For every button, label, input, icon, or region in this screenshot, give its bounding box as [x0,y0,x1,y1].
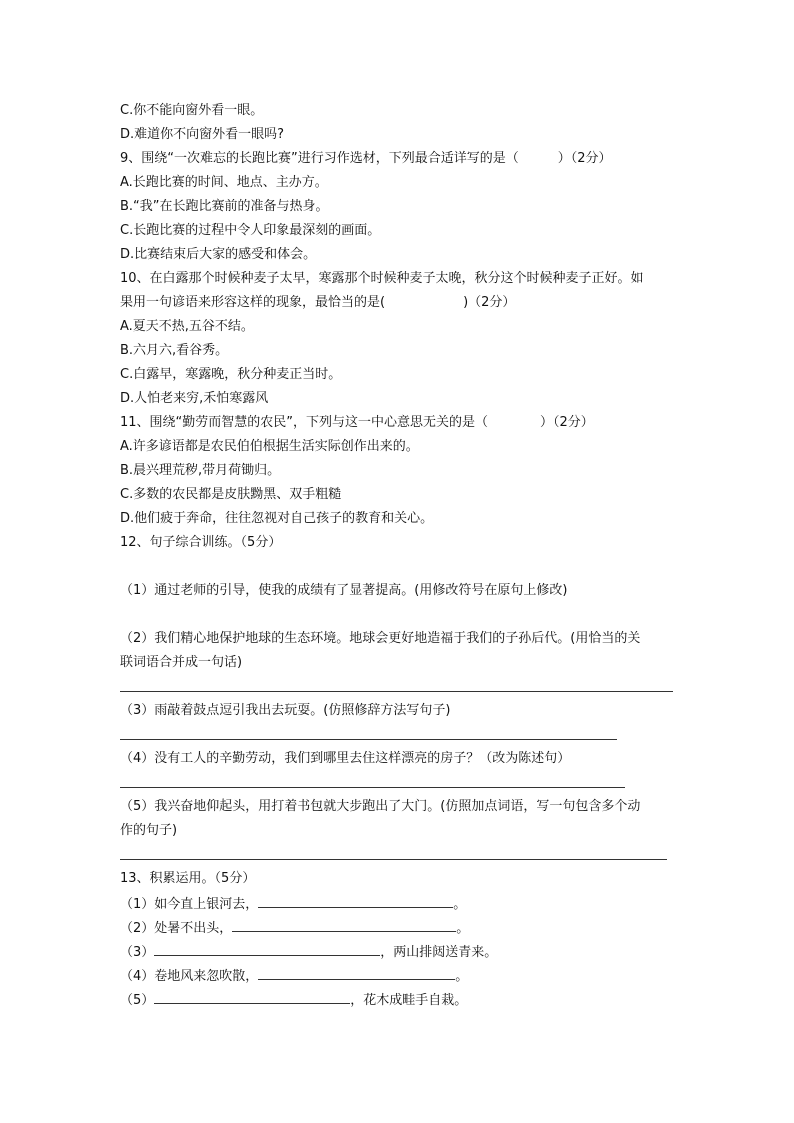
q11-stem: 11、围绕“勤劳而智慧的农民”，下列与这一中心意思无关的是（ ）（2分） [120,415,594,430]
q9-option-c: C.长跑比赛的过程中令人印象最深刻的画面。 [120,223,381,238]
q13-item-2-prompt: （2）处暑不出头， [120,921,233,936]
q9-option-b: B.“我”在长跑比赛前的准备与热身。 [120,199,329,214]
q9-option-a: A.长跑比赛的时间、地点、主办方。 [120,175,328,190]
q9-stem: 9、围绕“一次难忘的长跑比赛”进行习作选材，下列最合适详写的是（ ）（2分） [120,151,612,166]
q13-item-1 [120,894,466,914]
q13-item-4-blank[interactable] [258,966,455,980]
q13-item-3-blank[interactable] [154,942,380,956]
q12-stem: 12、句子综合训练。（5分） [120,535,282,550]
q13-item-3-end: ，两山排闼送青来。 [380,945,498,960]
q13-item-2-end: 。 [456,921,470,936]
q12-answer-line-5[interactable] [120,859,667,860]
q10-option-d: D.人怕老来穷,禾怕寒露风 [120,391,269,406]
q13-item-3 [120,942,497,962]
q13-item-1-blank[interactable] [258,894,453,908]
q12-sentence-5-line2: 作的句子) [120,823,178,838]
q11-option-b: B.晨兴理荒秽,带月荷锄归。 [120,463,281,478]
q10-stem-line1: 10、在白露那个时候种麦子太早，寒露那个时候种麦子太晚，秋分这个时候种麦子正好。如 [120,271,644,286]
q13-item-5-end: ，花木成畦手自栽。 [350,993,468,1008]
q11-option-d: D.他们疲于奔命，往往忽视对自己孩子的教育和关心。 [120,511,434,526]
q12-sentence-2-line2: 联词语合并成一句话) [120,655,243,670]
q10-option-a: A.夏天不热,五谷不结。 [120,319,254,334]
q13-item-4-end: 。 [455,969,469,984]
q13-item-1-end: 。 [453,897,467,912]
q12-sentence-2-line1: （2）我们精心地保护地球的生态环境。地球会更好地造福于我们的子孙后代。(用恰当的关 [120,631,641,646]
q13-item-1-prompt: （1）如今直上银河去， [120,897,259,912]
q13-item-2 [120,918,469,938]
q13-item-5-prompt: （5） [120,993,155,1008]
q12-sentence-5-line1: （5）我兴奋地仰起头，用打着书包就大步跑出了大门。(仿照加点词语，写一句包含多个动 [120,799,641,814]
q12-sentence-3: （3）雨敲着鼓点逗引我出去玩耍。(仿照修辞方法写句子) [120,703,451,718]
q8-option-d: D.难道你不向窗外看一眼吗? [120,127,285,142]
q12-sentence-4: （4）没有工人的辛勤劳动，我们到哪里去住这样漂亮的房子？（改为陈述句） [120,751,571,766]
q9-option-d: D.比赛结束后大家的感受和体会。 [120,247,317,262]
q10-option-b: B.六月六,看谷秀。 [120,343,229,358]
q12-answer-line-2[interactable] [120,691,673,692]
q11-option-c: C.多数的农民都是皮肤黝黑、双手粗糙 [120,487,342,502]
q12-answer-line-4[interactable] [120,787,625,788]
q12-answer-line-3[interactable] [120,739,617,740]
q12-sentence-1: （1）通过老师的引导，使我的成绩有了显著提高。(用修改符号在原句上修改) [120,583,568,598]
q10-option-c: C.白露早，寒露晚，秋分种麦正当时。 [120,367,342,382]
q13-item-3-prompt: （3） [120,945,155,960]
q13-item-5 [120,990,467,1010]
q11-option-a: A.许多谚语都是农民伯伯根据生活实际创作出来的。 [120,439,419,454]
q10-stem-line2: 果用一句谚语来形容这样的现象，最恰当的是( )（2分） [120,295,516,310]
q8-option-c: C.你不能向窗外看一眼。 [120,103,264,118]
q13-item-4-prompt: （4）卷地风来忽吹散， [120,969,259,984]
q13-item-5-blank[interactable] [154,990,350,1004]
q13-item-2-blank[interactable] [232,918,456,932]
q13-item-4 [120,966,468,986]
q13-stem: 13、积累运用。（5分） [120,871,256,886]
